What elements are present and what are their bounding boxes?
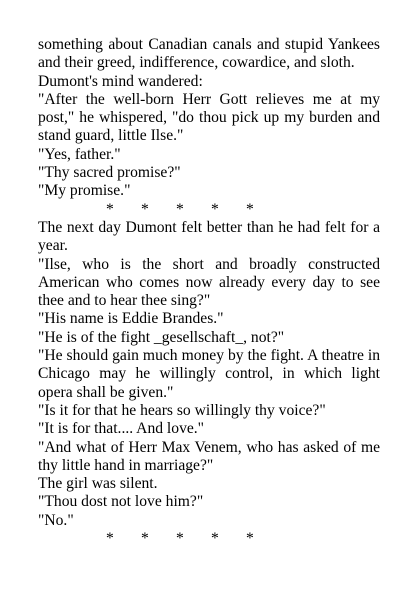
section-break [38, 530, 380, 548]
paragraph: "Thou dost not love him?" [38, 493, 204, 511]
document-page [38, 36, 380, 548]
star-glyph: * [106, 200, 114, 218]
star-glyph: * [211, 530, 219, 548]
paragraph: "After the well-born Herr Gott relieves me at my post," he whispered, "do thou pick up my burden and stand guard, little Ilse." [38, 90, 380, 145]
paragraph: "And what of Herr Max Venem, who has asked of me thy little hand in marriage?" [38, 438, 380, 474]
star-glyph: * [106, 530, 114, 548]
paragraph: "Yes, father." [38, 145, 121, 163]
paragraph: The girl was silent. [38, 475, 158, 493]
star-glyph: * [176, 530, 184, 548]
star-glyph: * [141, 200, 149, 218]
paragraph: The next day Dumont felt better than he had felt for a year. [38, 218, 380, 255]
paragraph: "Ilse, who is the short and broadly constructed American who comes now already every day to see thee and to hear thee sing?" [38, 255, 380, 310]
paragraph: "He is of the fight _gesellschaft_, not?" [38, 328, 285, 346]
paragraph: "Is it for that he hears so willingly thy voice?" [38, 401, 326, 419]
star-glyph: * [141, 530, 149, 548]
paragraph: Dumont's mind wandered: [38, 72, 203, 90]
section-break [38, 201, 380, 219]
paragraph: "No." [38, 511, 74, 529]
paragraph: something about Canadian canals and stupid Yankees and their greed, indifference, cowardice, and sloth. [38, 36, 380, 72]
paragraph: "Thy sacred promise?" [38, 164, 181, 182]
star-glyph: * [246, 530, 254, 548]
paragraph: "He should gain much money by the fight. A theatre in Chicago may he willingly control, in which light opera shall be given." [38, 347, 380, 401]
star-glyph: * [211, 200, 219, 218]
paragraph: "His name is Eddie Brandes." [38, 310, 224, 328]
paragraph: "It is for that.... And love." [38, 420, 205, 438]
star-glyph: * [246, 200, 254, 218]
star-glyph: * [176, 200, 184, 218]
paragraph: "My promise." [38, 182, 131, 200]
